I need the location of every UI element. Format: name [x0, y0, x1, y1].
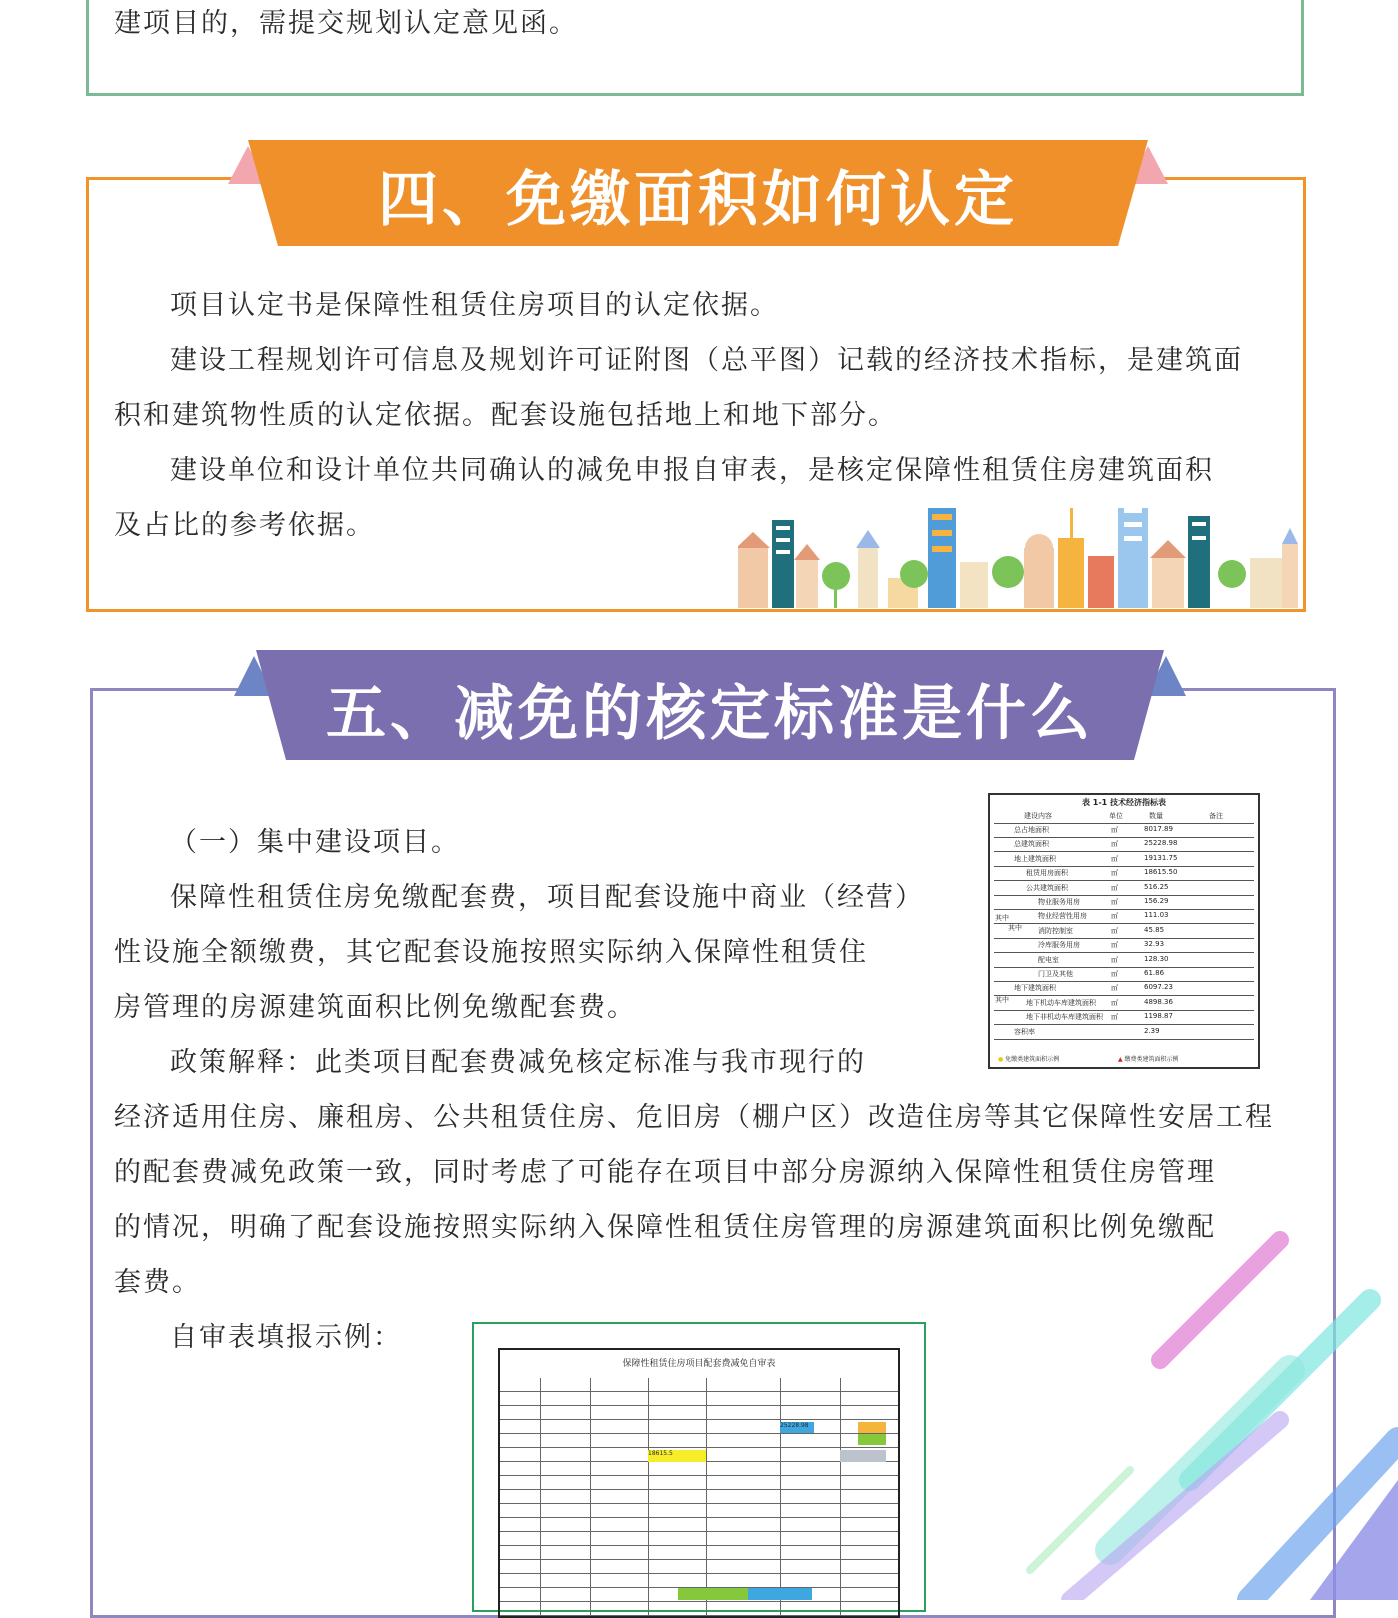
table1-cell-name: 配电室	[1038, 955, 1059, 964]
table1-cell-value: 1198.87	[1144, 1012, 1173, 1021]
table1-cell-name: 地下机动车库建筑面积	[1026, 998, 1096, 1007]
table2-row	[500, 1490, 898, 1504]
table1-row	[994, 895, 1254, 910]
s5-line-1: 保障性租赁住房免缴配套费，项目配套设施中商业（经营）	[170, 882, 924, 913]
table2-row	[500, 1574, 898, 1588]
table1-cell-value: 32.93	[1144, 940, 1165, 949]
table1-cell-value: 128.30	[1144, 954, 1169, 963]
s4-para-2: 建设工程规划许可信息及规划许可证附图（总平图）记载的经济技术指标，是建筑面	[170, 345, 1243, 376]
table2-row	[500, 1392, 898, 1406]
table2-row	[500, 1406, 898, 1420]
table2-row	[500, 1378, 898, 1392]
table1-cell-name: 地下建筑面积	[1014, 984, 1056, 993]
table2-row	[500, 1504, 898, 1518]
table1-side-label-2: 其中	[1008, 924, 1022, 932]
table1-row	[994, 953, 1254, 968]
table1-cell-value: 61.86	[1144, 969, 1165, 977]
table1-cell-unit: ㎡	[1111, 840, 1118, 849]
decorative-streaks	[1010, 1220, 1398, 1600]
table1-cell-value: 19131.75	[1144, 853, 1178, 862]
table1-row	[994, 837, 1254, 852]
self-review-form	[472, 1322, 926, 1612]
table2-yellow-cell: 18615.5	[648, 1450, 706, 1462]
table1-side-label-1: 其中	[995, 914, 1009, 922]
table1-cell-value: 8017.89	[1144, 825, 1173, 833]
s5-line-6: 的配套费减免政策一致，同时考虑了可能存在项目中部分房源纳入保障性租赁住房管理	[114, 1157, 1216, 1188]
table2-green-cell	[858, 1434, 886, 1445]
table1-cell-unit: ㎡	[1111, 869, 1118, 878]
table1-row	[994, 996, 1254, 1011]
table1-cell-value: 2.39	[1144, 1026, 1160, 1035]
s5-line-2: 性设施全额缴费，其它配套设施按照实际纳入保障性租赁住	[114, 937, 868, 968]
table1-cell-name: 公共建筑面积	[1026, 883, 1068, 892]
s4-para-5: 及占比的参考依据。	[114, 510, 375, 541]
table1-cell-name: 消防控制室	[1038, 926, 1073, 935]
table2-row	[500, 1476, 898, 1490]
table2-row	[500, 1518, 898, 1532]
table1-row	[994, 881, 1254, 896]
table1-row	[994, 823, 1254, 838]
table2-row	[500, 1560, 898, 1574]
table2-column-line	[780, 1378, 781, 1616]
table1-cell-unit: ㎡	[1111, 926, 1118, 935]
table2-column-line	[540, 1378, 541, 1616]
table2-column-line	[706, 1378, 707, 1616]
table1-cell-name: 门卫及其他	[1038, 970, 1073, 978]
table2-title: 保障性租赁住房项目配套费减免自审表	[622, 1359, 776, 1369]
table1-row	[994, 924, 1254, 939]
table1-cell-name: 冷库服务用房	[1038, 941, 1080, 950]
s5-line-7: 的情况，明确了配套设施按照实际纳入保障性租赁住房管理的房源建筑面积比例免缴配	[114, 1212, 1216, 1243]
s4-para-4: 建设单位和设计单位共同确认的减免申报自审表，是核定保障性租赁住房建筑面积	[170, 455, 1214, 486]
table1-side-label-3: 其中	[995, 996, 1009, 1004]
table1-cell-name: 地下非机动车库建筑面积	[1026, 1013, 1103, 1022]
s5-line-8: 套费。	[114, 1267, 201, 1298]
table1-cell-unit: ㎡	[1111, 1013, 1118, 1022]
table1-cell-value: 111.03	[1144, 911, 1169, 920]
table1-cell-value: 156.29	[1144, 897, 1169, 905]
s4-para-1: 项目认定书是保障性租赁住房项目的认定依据。	[170, 290, 779, 321]
table1-cell-name: 容积率	[1014, 1027, 1035, 1036]
tech-economic-table	[988, 793, 1260, 1069]
table1-cell-name: 物业服务用房	[1038, 898, 1080, 906]
table1-cell-name: 总占地面积	[1014, 826, 1049, 834]
table1-cell-value: 18615.50	[1144, 868, 1178, 877]
table1-cell-name: 租赁用房面积	[1026, 869, 1068, 878]
table1-cell-name: 总建筑面积	[1014, 840, 1049, 849]
s5-line-3: 房管理的房源建筑面积比例免缴配套费。	[114, 992, 636, 1023]
table2-green-total	[678, 1588, 748, 1600]
s4-para-3: 积和建筑物性质的认定依据。配套设施包括地上和地下部分。	[114, 400, 897, 431]
table2-row	[500, 1546, 898, 1560]
table2-orange-cell	[858, 1422, 886, 1433]
section4-title: 四、免缴面积如何认定	[378, 165, 1018, 235]
table1-row	[994, 866, 1254, 881]
table1-cell-value: 516.25	[1144, 882, 1169, 891]
table1-row	[994, 938, 1254, 953]
table2-column-line	[590, 1378, 591, 1616]
table1-legend-paid: ▲ 缴费类建筑面积示例	[1118, 1056, 1179, 1063]
table1-cell-unit: ㎡	[1111, 883, 1118, 892]
s5-line-4: 政策解释：此类项目配套费减免核定标准与我市现行的	[170, 1047, 866, 1078]
table2-blue-cell: 25228.98	[780, 1422, 814, 1433]
table1-cell-value: 4898.36	[1144, 997, 1173, 1006]
table1-cell-unit: ㎡	[1111, 984, 1118, 993]
table2-row	[500, 1532, 898, 1546]
table1-cell-value: 6097.23	[1144, 983, 1173, 992]
table1-cell-unit: ㎡	[1111, 854, 1118, 863]
table1-row	[994, 909, 1254, 924]
s5-example-label: 自审表填报示例：	[170, 1322, 402, 1353]
table2-row	[500, 1420, 898, 1434]
table2-blue-total	[748, 1588, 812, 1600]
table1-row	[994, 1025, 1254, 1040]
table2-column-line	[840, 1378, 841, 1616]
table1-cell-unit: ㎡	[1111, 955, 1118, 964]
table1-header: 建设内容 单位 数量 备注	[994, 809, 1254, 824]
table1-row	[994, 1010, 1254, 1025]
self-review-form-sheet	[498, 1348, 900, 1618]
table2-row	[500, 1462, 898, 1476]
table2-row	[500, 1434, 898, 1448]
city-skyline-illustration	[738, 508, 1304, 610]
table1-cell-value: 25228.98	[1144, 839, 1178, 848]
table1-cell-name: 地上建筑面积	[1014, 854, 1056, 863]
section5-title: 五、减免的核定标准是什么	[326, 679, 1094, 749]
table1-title: 表 1-1 技术经济指标表	[1081, 798, 1167, 807]
table1-legend-free: ● 免缴类建筑面积示例	[998, 1056, 1060, 1063]
table2-gray-cell	[840, 1450, 886, 1462]
table1-cell-unit: ㎡	[1111, 898, 1118, 906]
table2-column-line	[648, 1378, 649, 1616]
s5-subtitle: （一）集中建设项目。	[170, 827, 460, 858]
table1-cell-unit: ㎡	[1111, 998, 1118, 1007]
table1-cell-unit: ㎡	[1111, 970, 1118, 978]
section3-tail-text: 建项目的，需提交规划认定意见函。	[114, 8, 578, 39]
table1-row	[994, 852, 1254, 867]
table1-row	[994, 981, 1254, 996]
table1-cell-unit: ㎡	[1111, 912, 1118, 921]
table2-row	[500, 1602, 898, 1616]
s5-line-5: 经济适用住房、廉租房、公共租赁住房、危旧房（棚户区）改造住房等其它保障性安居工程	[114, 1102, 1274, 1133]
table1-cell-unit: ㎡	[1111, 941, 1118, 950]
table1-cell-value: 45.85	[1144, 925, 1165, 934]
table1-cell-name: 物业经营性用房	[1038, 912, 1087, 921]
table1-row	[994, 967, 1254, 982]
table1-cell-unit: ㎡	[1111, 826, 1118, 834]
